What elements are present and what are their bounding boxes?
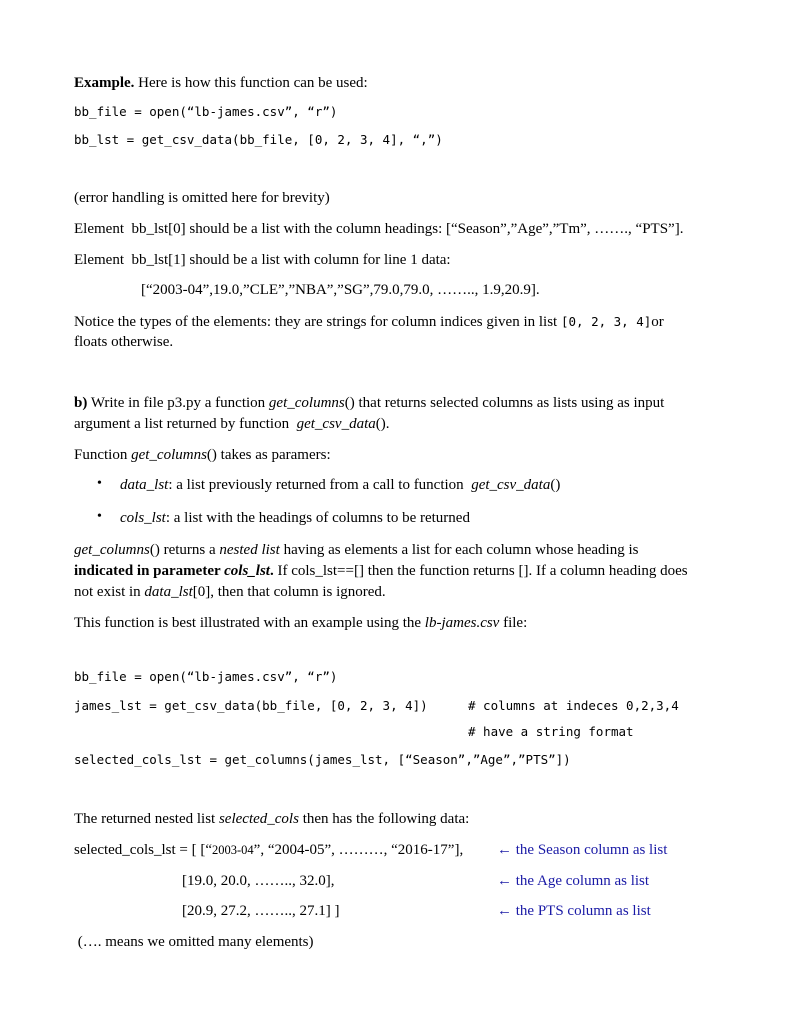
element-1-desc: Element bb_lst[1] should be a list with column for line 1 data: — [74, 252, 451, 268]
result-row-1: selected_cols_lst = [ [“2003-04”, “2004-05”, ………, “2016-17”], — [74, 842, 464, 858]
bullet-data-lst: data_lst: a list previously returned from a call to function get_csv_data() — [120, 477, 561, 493]
omitted-note: (…. means we omitted many elements) — [74, 934, 314, 950]
code-comment-1: # columns at indeces 0,2,3,4 — [468, 698, 679, 713]
code-block-line-2: james_lst = get_csv_data(bb_file, [0, 2, 3, 4]) — [74, 698, 428, 713]
error-note: (error handling is omitted here for brevity) — [74, 190, 330, 206]
result-row-2: [19.0, 20.0, …….., 32.0], — [182, 873, 335, 889]
element-1-data: [“2003-04”,19.0,”CLE”,”NBA”,”SG”,79.0,79.0, …….., 1.9,20.9]. — [141, 282, 540, 298]
part-b-line-1: b) Write in file p3.py a function get_columns() that returns selected columns as lists using as input — [74, 395, 665, 411]
returns-line-1: get_columns() returns a nested list having as elements a list for each column whose heading is — [74, 542, 639, 558]
example-code-line-2: bb_lst = get_csv_data(bb_file, [0, 2, 3, 4], “,”) — [74, 132, 443, 147]
season-column-note: ← the Season column as list — [497, 842, 668, 858]
pts-column-note: ← the PTS column as list — [497, 903, 651, 919]
code-block-line-1: bb_file = open(“lb-james.csv”, “r”) — [74, 669, 338, 684]
part-b-line-2: argument a list returned by function get_csv_data(). — [74, 416, 390, 432]
example-intro: Example. Here is how this function can be used: — [74, 75, 368, 91]
notice-line-1: Notice the types of the elements: they are strings for column indices given in list [0, 2, 3, 4]or — [74, 314, 664, 330]
code-comment-2: # have a string format — [468, 724, 634, 739]
returns-line-2: indicated in parameter cols_lst. If cols_lst==[] then the function returns []. If a column heading does — [74, 563, 688, 579]
code-block-line-4: selected_cols_lst = get_columns(james_lst, [“Season”,”Age”,”PTS”]) — [74, 752, 571, 767]
bullet-icon: • — [97, 476, 102, 491]
part-b-label: b) — [74, 395, 88, 411]
bullet-icon: • — [97, 509, 102, 524]
example-label: Example. — [74, 75, 135, 91]
result-row-3: [20.9, 27.2, …….., 27.1] ] — [182, 903, 340, 919]
age-column-note: ← the Age column as list — [497, 873, 650, 889]
result-intro: The returned nested list selected_cols then has the following data: — [74, 811, 470, 827]
notice-line-2: floats otherwise. — [74, 334, 174, 350]
element-0-desc: Element bb_lst[0] should be a list with the column headings: [“Season”,”Age”,”Tm”, ……., “PTS”]. — [74, 221, 684, 237]
returns-line-3: not exist in data_lst[0], then that column is ignored. — [74, 584, 386, 600]
bullet-cols-lst: cols_lst: a list with the headings of columns to be returned — [120, 510, 470, 526]
params-intro: Function get_columns() takes as paramers: — [74, 447, 331, 463]
example-code-line-1: bb_file = open(“lb-james.csv”, “r”) — [74, 104, 338, 119]
illustration-intro: This function is best illustrated with an example using the lb-james.csv file: — [74, 615, 528, 631]
